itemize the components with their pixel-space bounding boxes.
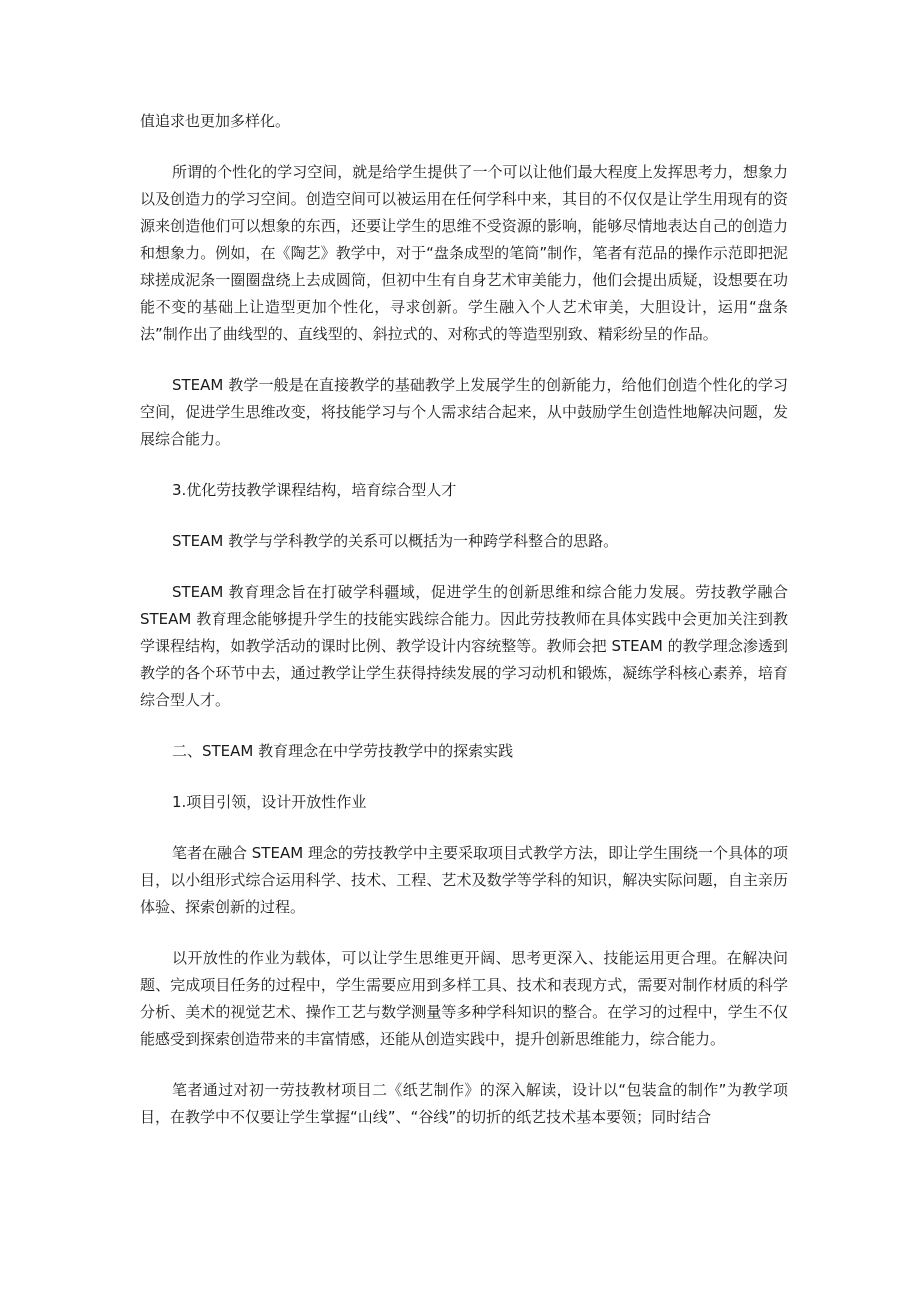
section-heading-2-exploration-practice: 二、STEAM 教育理念在中学劳技教学中的探索实践 bbox=[172, 742, 514, 760]
document-body bbox=[140, 108, 788, 1155]
paragraph-steam-education-concept: STEAM 教育理念旨在打破学科疆域，促进学生的创新思维和综合能力发展。劳技教学融合 STEAM 教育理念能够提升学生的技能实践综合能力。因此劳技教师在具体实践中会更加关注到教学课程结构，如教学活动的课时比例、教学设计内容统整等。教师会把 STEAM 的教学理念渗透到教学的各个环节中去，通过教学让学生获得持续发展的学习动机和锻炼，凝练学科核心素养，培育综合型人才。 bbox=[140, 583, 788, 709]
paragraph-paper-craft-project: 笔者通过对初一劳技教材项目二《纸艺制作》的深入解读，设计以“包装盒的制作”为教学项目，在教学中不仅要让学生掌握“山线”、“谷线”的切折的纸艺技术基本要领；同时结合 bbox=[140, 1081, 788, 1126]
section-heading-3-optimize-curriculum: 3.优化劳技教学课程结构，培育综合型人才 bbox=[172, 481, 457, 499]
paragraph-steam-direct-teaching: STEAM 教学一般是在直接教学的基础教学上发展学生的创新能力，给他们创造个性化的学习空间，促进学生思维改变，将技能学习与个人需求结合起来，从中鼓励学生创造性地解决问题，发展综合能力。 bbox=[140, 376, 788, 448]
paragraph-personalized-learning-space: 所谓的个性化的学习空间，就是给学生提供了一个可以让他们最大程度上发挥思考力，想象力以及创造力的学习空间。创造空间可以被运用在任何学科中来，其目的不仅仅是让学生用现有的资源来创造他们可以想象的东西，还要让学生的思维不受资源的影响，能够尽情地表达自己的创造力和想象力。例如，在《陶艺》教学中，对于“盘条成型的笔筒”制作，笔者有范品的操作示范即把泥球搓成泥条一圈圈盘绕上去成圆筒，但初中生有自身艺术审美能力，他们会提出质疑，设想要在功能不变的基础上让造型更加个性化，寻求创新。学生融入个人艺术审美，大胆设计，运用“盘条法”制作出了曲线型的、直线型的、斜拉式的、对称式的等造型别致、精彩纷呈的作品。 bbox=[140, 163, 788, 343]
paragraph-continuation: 值追求也更加多样化。 bbox=[140, 112, 291, 130]
paragraph-open-assignments: 以开放性的作业为载体，可以让学生思维更开阔、思考更深入、技能运用更合理。在解决问题、完成项目任务的过程中，学生需要应用到多样工具、技术和表现方式，需要对制作材质的科学分析、美术的视觉艺术、操作工艺与数学测量等多种学科知识的整合。在学习的过程中，学生不仅能感受到探索创造带来的丰富情感，还能从创造实践中，提升创新思维能力，综合能力。 bbox=[140, 949, 788, 1048]
paragraph-steam-interdisciplinary: STEAM 教学与学科教学的关系可以概括为一种跨学科整合的思路。 bbox=[172, 532, 619, 550]
paragraph-project-teaching-method: 笔者在融合 STEAM 理念的劳技教学中主要采取项目式教学方法，即让学生围绕一个具体的项目，以小组形式综合运用科学、技术、工程、艺术及数学等学科的知识，解决实际问题，自主亲历体验、探索创新的过程。 bbox=[140, 844, 788, 916]
section-heading-1-project-led: 1.项目引领，设计开放性作业 bbox=[172, 793, 367, 811]
